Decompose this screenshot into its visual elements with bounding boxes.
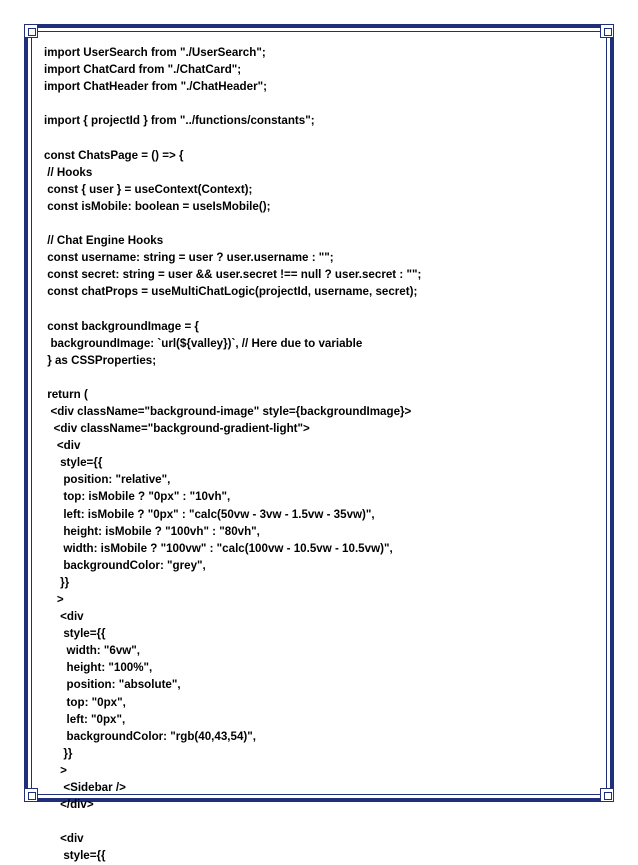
code-line xyxy=(44,129,604,146)
code-line xyxy=(44,369,604,386)
code-line: position: "absolute", xyxy=(44,678,181,692)
corner-ornament-bottom-left xyxy=(24,788,38,802)
code-line xyxy=(44,813,604,830)
code-line: height: "100%", xyxy=(44,661,153,675)
code-line: backgroundColor: "rgb(40,43,54)", xyxy=(44,729,256,743)
code-line: top: isMobile ? "0px" : "10vh", xyxy=(44,490,231,504)
code-line: top: "0px", xyxy=(44,695,126,709)
code-line: width: isMobile ? "100vw" : "calc(100vw - 10.5vw - 10.5vw)", xyxy=(44,541,393,555)
code-line: <div className="background-image" style={backgroundImage}> xyxy=(44,404,412,418)
code-line: left: "0px", xyxy=(44,712,126,726)
code-line: // Hooks xyxy=(44,165,93,179)
code-line: } as CSSProperties; xyxy=(44,353,157,367)
code-line xyxy=(44,215,604,232)
corner-ornament-top-right xyxy=(600,24,614,38)
code-line: style={{ xyxy=(44,849,106,863)
code-line: position: "relative", xyxy=(44,473,171,487)
code-line: import ChatCard from "./ChatCard"; xyxy=(44,63,242,77)
code-line: const backgroundImage = { xyxy=(44,319,199,333)
code-line: <div xyxy=(44,610,84,624)
code-line: import { projectId } from "../functions/constants"; xyxy=(44,114,315,128)
code-line: <div xyxy=(44,832,84,846)
code-line: // Chat Engine Hooks xyxy=(44,234,164,248)
code-line: height: isMobile ? "100vh" : "80vh", xyxy=(44,524,260,538)
code-line: </div> xyxy=(44,798,94,812)
code-line xyxy=(44,300,604,317)
code-line: width: "6vw", xyxy=(44,644,141,658)
code-line: <Sidebar /> xyxy=(44,781,126,795)
code-line: > xyxy=(44,763,67,777)
code-line: const { user } = useContext(Context); xyxy=(44,182,253,196)
code-line: const secret: string = user && user.secret !== null ? user.secret : ""; xyxy=(44,268,422,282)
code-line: left: isMobile ? "0px" : "calc(50vw - 3vw - 1.5vw - 35vw)", xyxy=(44,507,375,521)
code-line: backgroundImage: `url(${valley})`, // Here due to variable xyxy=(44,336,363,350)
code-line: }} xyxy=(44,746,73,760)
code-line: return ( xyxy=(44,387,88,401)
code-line: const username: string = user ? user.username : ""; xyxy=(44,251,334,265)
code-line: const isMobile: boolean = useIsMobile(); xyxy=(44,199,271,213)
code-line: style={{ xyxy=(44,456,103,470)
code-line: import UserSearch from "./UserSearch"; xyxy=(44,46,266,59)
code-line: <div className="background-gradient-light"> xyxy=(44,422,310,436)
code-line: const ChatsPage = () => { xyxy=(44,148,184,162)
code-line: backgroundColor: "grey", xyxy=(44,558,206,572)
code-line: import ChatHeader from "./ChatHeader"; xyxy=(44,80,267,94)
code-line: > xyxy=(44,593,64,606)
code-line: <div xyxy=(44,439,81,453)
corner-ornament-top-left xyxy=(24,24,38,38)
code-line: const chatProps = useMultiChatLogic(projectId, username, secret); xyxy=(44,285,418,299)
code-line: style={{ xyxy=(44,627,106,641)
code-listing xyxy=(44,44,604,865)
code-line: }} xyxy=(44,575,70,589)
code-line xyxy=(44,95,604,112)
